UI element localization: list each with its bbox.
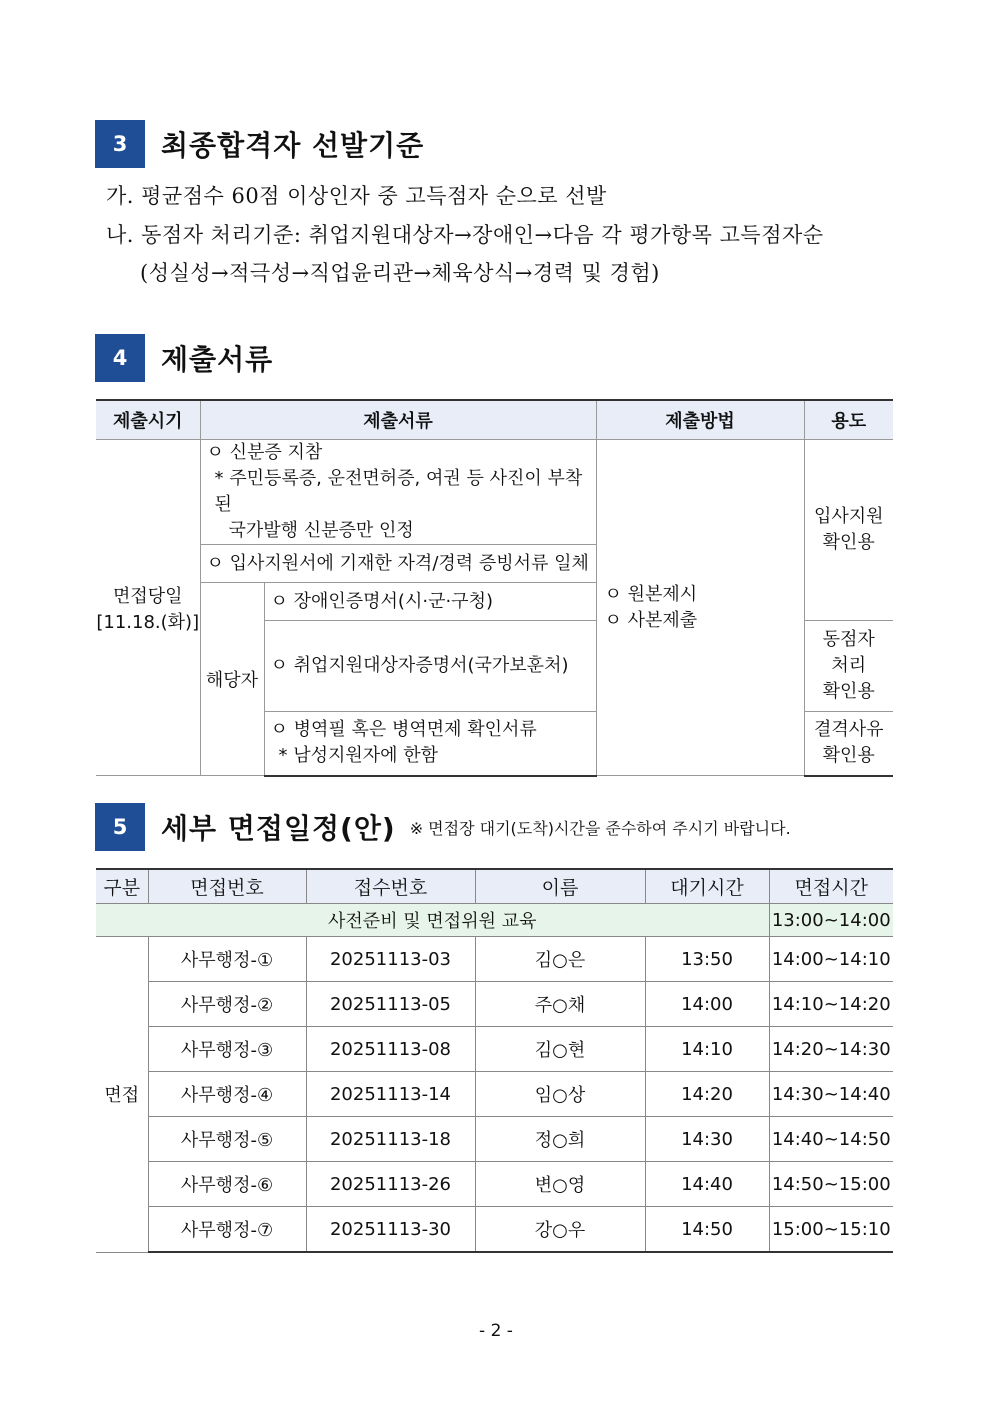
registration-number: 20251113-08	[306, 1027, 475, 1072]
section-number: 3	[95, 120, 145, 168]
doc-id-note: * 주민등록증, 운전면허증, 여권 등 사진이 부착된	[214, 468, 583, 515]
registration-number: 20251113-14	[306, 1072, 475, 1117]
applicant-name: 변○영	[475, 1162, 645, 1207]
applicant-name: 강○우	[475, 1207, 645, 1253]
doc-military-note: * 남성지원자에 한함	[278, 745, 439, 767]
section-3-header	[95, 120, 424, 168]
prep-time: 13:00~14:00	[769, 904, 893, 937]
prep-label: 사전준비 및 면접위원 교육	[96, 904, 769, 937]
wait-time: 14:50	[645, 1207, 769, 1253]
prep-row	[96, 904, 893, 937]
interview-number: 사무행정-④	[148, 1072, 306, 1117]
section-number: 4	[95, 334, 145, 382]
interview-time: 14:10~14:20	[769, 982, 893, 1027]
wait-time: 14:30	[645, 1117, 769, 1162]
criteria-line-3: (성실성→적극성→직업윤리관→체육상식→경력 및 경험)	[140, 261, 660, 285]
registration-number: 20251113-18	[306, 1117, 475, 1162]
table-row	[96, 1027, 893, 1072]
criteria-line-2: 나. 동점자 처리기준: 취업지원대상자→장애인→다음 각 평가항목 고득점자순	[106, 223, 824, 247]
table-row	[96, 1117, 893, 1162]
doc-id-note: 국가발행 신분증만 인정	[228, 520, 414, 541]
interview-number: 사무행정-②	[148, 982, 306, 1027]
use-label: 결격사유	[813, 719, 884, 741]
applicant-name: 임○상	[475, 1072, 645, 1117]
use-label: 처리	[831, 655, 867, 676]
documents-table	[96, 399, 893, 777]
header-cell: 대기시간	[645, 869, 769, 904]
section-title: 제출서류	[161, 343, 274, 376]
section-note: ※ 면접장 대기(도착)시간을 준수하여 주시기 바랍니다.	[409, 818, 791, 838]
interview-number: 사무행정-⑤	[148, 1117, 306, 1162]
header-cell: 면접시간	[769, 869, 893, 904]
wait-time: 14:00	[645, 982, 769, 1027]
wait-time: 14:10	[645, 1027, 769, 1072]
timing-label: 면접당일	[112, 585, 183, 607]
use-label: 동점자	[822, 629, 875, 650]
doc-veteran: ㅇ 취업지원대상자증명서(국가보훈처)	[264, 621, 596, 712]
applicant-name: 주○채	[475, 982, 645, 1027]
table-row	[96, 1162, 893, 1207]
section-title: 세부 면접일정(안)	[161, 812, 396, 845]
registration-number: 20251113-05	[306, 982, 475, 1027]
header-cell: 제출서류	[200, 400, 596, 440]
doc-cert: ㅇ 입사지원서에 기재한 자격/경력 증빙서류 일체	[200, 545, 596, 583]
header-cell: 접수번호	[306, 869, 475, 904]
use-tie	[804, 621, 893, 712]
interview-time: 14:20~14:30	[769, 1027, 893, 1072]
interview-time: 14:00~14:10	[769, 937, 893, 982]
header-cell: 제출방법	[596, 400, 804, 440]
header-cell: 면접번호	[148, 869, 306, 904]
header-cell: 제출시기	[96, 400, 200, 440]
header-cell: 이름	[475, 869, 645, 904]
submission-timing	[96, 440, 200, 776]
doc-military: ㅇ 병역필 혹은 병역면제 확인서류	[270, 719, 537, 741]
section-4-header	[95, 334, 273, 382]
doc-military-cell	[264, 712, 596, 776]
doc-id: ㅇ 신분증 지참	[206, 442, 323, 463]
table-row	[96, 440, 893, 545]
table-row	[96, 1207, 893, 1253]
interview-time: 14:30~14:40	[769, 1072, 893, 1117]
doc-disability: ㅇ 장애인증명서(시·군·구청)	[264, 583, 596, 621]
page-number: - 2 -	[479, 1321, 513, 1341]
wait-time: 14:20	[645, 1072, 769, 1117]
table-row	[96, 937, 893, 982]
registration-number: 20251113-30	[306, 1207, 475, 1253]
schedule-table	[96, 868, 893, 1253]
use-label: 확인용	[822, 532, 875, 553]
applicant-name: 김○현	[475, 1027, 645, 1072]
registration-number: 20251113-26	[306, 1162, 475, 1207]
wait-time: 14:40	[645, 1162, 769, 1207]
interview-time: 14:50~15:00	[769, 1162, 893, 1207]
use-disq	[804, 712, 893, 776]
table-row	[96, 982, 893, 1027]
use-label: 확인용	[822, 745, 875, 767]
table-header-row	[96, 869, 893, 904]
interview-number: 사무행정-⑥	[148, 1162, 306, 1207]
section-title: 최종합격자 선발기준	[161, 129, 425, 162]
use-label: 입사지원	[813, 506, 884, 527]
applicant-name: 김○은	[475, 937, 645, 982]
interview-number: 사무행정-③	[148, 1027, 306, 1072]
table-header-row	[96, 400, 893, 440]
interview-number: 사무행정-⑦	[148, 1207, 306, 1253]
timing-date: [11.18.(화)]	[96, 611, 200, 633]
applicant-name: 정○희	[475, 1117, 645, 1162]
use-apply	[804, 440, 893, 621]
group-label: 면접	[96, 937, 148, 1253]
interview-time: 15:00~15:10	[769, 1207, 893, 1253]
criteria-line-1: 가. 평균점수 60점 이상인자 중 고득점자 순으로 선발	[106, 184, 607, 208]
section-number: 5	[95, 803, 145, 851]
doc-id-cell	[200, 440, 596, 545]
interview-number: 사무행정-①	[148, 937, 306, 982]
interview-time: 14:40~14:50	[769, 1117, 893, 1162]
submission-method	[596, 440, 804, 776]
method-item: ㅇ 원본제시	[604, 583, 698, 605]
method-item: ㅇ 사본제출	[604, 609, 698, 631]
header-cell: 용도	[804, 400, 893, 440]
table-row	[96, 1072, 893, 1117]
applicable-label: 해당자	[200, 583, 264, 776]
header-cell: 구분	[96, 869, 148, 904]
use-label: 확인용	[822, 681, 875, 702]
section-5-header	[95, 803, 791, 851]
wait-time: 13:50	[645, 937, 769, 982]
registration-number: 20251113-03	[306, 937, 475, 982]
